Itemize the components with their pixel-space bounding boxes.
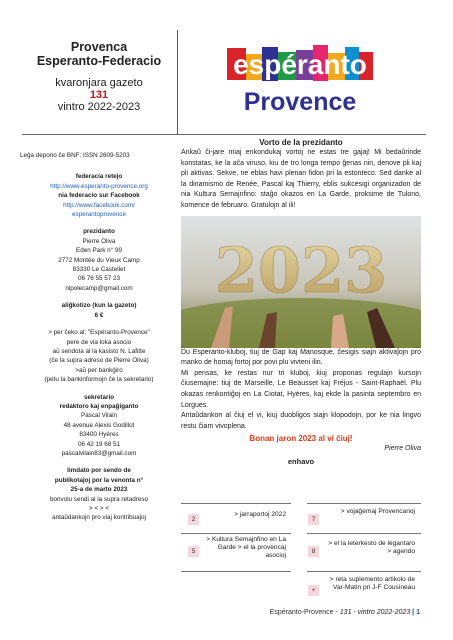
issue-number: 131 [89,89,109,101]
footer-page-number: 1 [416,609,420,616]
org-name-line2: Esperanto-Federacio [36,54,162,68]
secretary-label: sekretario [83,393,115,401]
president-address-3: 83330 Le Castellet [72,266,126,274]
table-of-contents [181,503,421,605]
publication-type: kvaronjara gazeto [55,77,143,89]
secretary-email: pascalvilain83@gmail.com [61,449,137,457]
article-signature: Pierre Oliva [384,445,421,453]
article [181,138,421,467]
toc-item[interactable]: > reta suplemento artikolo de Var-Matin pri J-F Cousineau [329,576,415,591]
secretary-address-2: 83400 Hyères [79,431,119,439]
footer-bar: | [412,609,415,616]
toc-page-number: + [308,585,319,596]
payment-cheque-2: pere de via loka asocio [66,338,132,346]
toc-page-number: 8 [308,546,319,557]
footer-issue-info: 131 - vintro 2022-2023 [339,609,411,616]
fee-value: 6 € [94,311,104,319]
new-year-wish: Bonan jaron 2023 al vi ĉiuj! [249,434,353,444]
issue-period: vintro 2022-2023 [57,101,141,113]
payment-cheque-3: aŭ sendota al la kasisto N. Lafitte [52,347,146,355]
facebook-link-line2[interactable]: esperantoprovence [72,211,126,219]
toc-divider [181,571,291,572]
secretary-phone: 06 42 19 68 51 [77,440,121,448]
president-name: Pierre Oliva [82,237,116,245]
info-column [20,151,178,523]
new-year-photo [181,216,421,348]
secretary-name: Pascal Vilain [81,412,117,420]
payment-cheque-1: > per ĉeko al: "Espéranto-Provence" [48,329,150,337]
toc-item[interactable]: > jarraportoj 2022 [234,511,286,518]
facebook-link-line1[interactable]: http://www.facebook.com/ [63,201,135,209]
president-address-2: 2772 Montée du Vieux Camp [58,256,140,264]
article-paragraph-3: Mi pensas, ke restas nur tri kluboj, kiuj proponas regulajn kursojn ĉiusemajne: tiuj de Marseille, Le Beausset kaj Fréjus - Saint-Raphaël. Plu okazas renkontiĝoj en La Ciotat, Hyères, kaj ekde la pasinta septembro en Lorgues. [181,369,421,409]
thanks-line: antaŭdankojn pro viaj kontribuaĵoj [52,514,146,522]
secretary-address-1: 48 avenue Alexis Godillot [63,421,135,429]
toc-page-number: 2 [188,514,199,525]
payment-bank-2: (petu la bankinformojn ĉe la sekretario) [44,376,154,384]
payment-bank-1: >aŭ per bankĝiro [75,366,123,374]
footer-publication-name: Espéranto-Provence [269,609,334,616]
fee-label: aliĝkotizo (kun la gazeto) [61,302,137,310]
toc-page-number: 5 [188,546,199,557]
article-paragraph-1: Ankaŭ ĉi-jare miaj enkondukaj vortoj ne estas tre gajaj! Mi bedaŭrinde konstatas, ke la aĉa viruso, kiu de tro longa tempo ĝenas nin, denove pli kaj pli aktivas. Sekve, ne eblas havi plenan fidon pri la estonteco. Sed danke al la dinamismo de Renée, Pascal kaj Thierry, eblis sukcesigi organizadon de nia Kultura Semajnfino: staĝo okazos en La Garde, proksime de Tulono, komence de februaro. Gratulojn al ili! [181,149,421,209]
article-title: Vorto de la prezidanto [259,138,343,147]
toc-divider [307,503,421,504]
footer-separator: - [333,609,340,616]
toc-page-number: 7 [308,514,319,525]
toc-item[interactable]: > el la leterkesto de legantaro > agendo [328,540,415,555]
toc-item[interactable]: > vojaĝemaj Provencanoj [340,508,415,515]
header-divider-horizontal [22,134,426,135]
website-link[interactable]: http://www.esperanto-provence.org [50,182,148,190]
toc-divider [307,533,421,534]
president-address-1: Eden Park n° 99 [76,247,122,255]
website-label: federacia retejo [75,173,123,181]
toc-divider [181,503,291,504]
editor-label: redaktoro kaj enpaĝiganto [59,402,139,410]
payment-cheque-4: (ĉe la supra adreso de Pierre Oliva) [49,357,149,365]
toc-heading: enhavo [287,457,315,467]
toc-item[interactable]: > Kultura Semajnfino en La Garde > el la provencaj asocioj [206,536,286,559]
deadline-line-2: publikotaĵoj por la venonta n° [54,476,144,484]
president-label: prezidanto [83,228,115,236]
issn-line: Leĝa depono ĉe BNF: ISSN 2609-5203 [20,152,130,159]
org-name-line1: Provenca [70,40,128,54]
esperanto-provence-logo [225,42,375,122]
toc-divider [181,533,291,534]
deadline-date: 25-a de marto 2023 [70,486,128,494]
header-divider-vertical [177,30,178,134]
facebook-label: nia federacio sur Facebook [58,192,140,200]
president-email: nlpolecamp@gmail.com [65,284,133,292]
masthead [20,40,178,113]
page-footer [180,608,420,617]
send-note: bonvolu sendi al la supra retadreso [49,495,148,503]
deadline-line-1: limdato por sendo de [67,467,131,475]
photo-year-figures: 2023 [214,233,388,307]
logo-word-esperanto: espéranto [233,49,367,80]
logo-word-provence: Provence [243,88,357,116]
article-paragraph-4: Antaŭdankon al ĉiuj el vi, kiuj duobligos siajn klopodojn, por ke nia lingvo restu ĉiam vivoplena. [181,412,421,430]
arrows-ornament: > < > < [89,505,109,512]
president-phone: 06 76 55 57 23 [77,275,121,283]
toc-divider [307,571,421,572]
article-paragraph-2: Du Esperanto-kluboj, tiuj de Gap kaj Manosque, ĉesigis siajn aktivaĵojn pro manko de homaj fortoj por povi plu vivteni ilin. [181,348,421,367]
